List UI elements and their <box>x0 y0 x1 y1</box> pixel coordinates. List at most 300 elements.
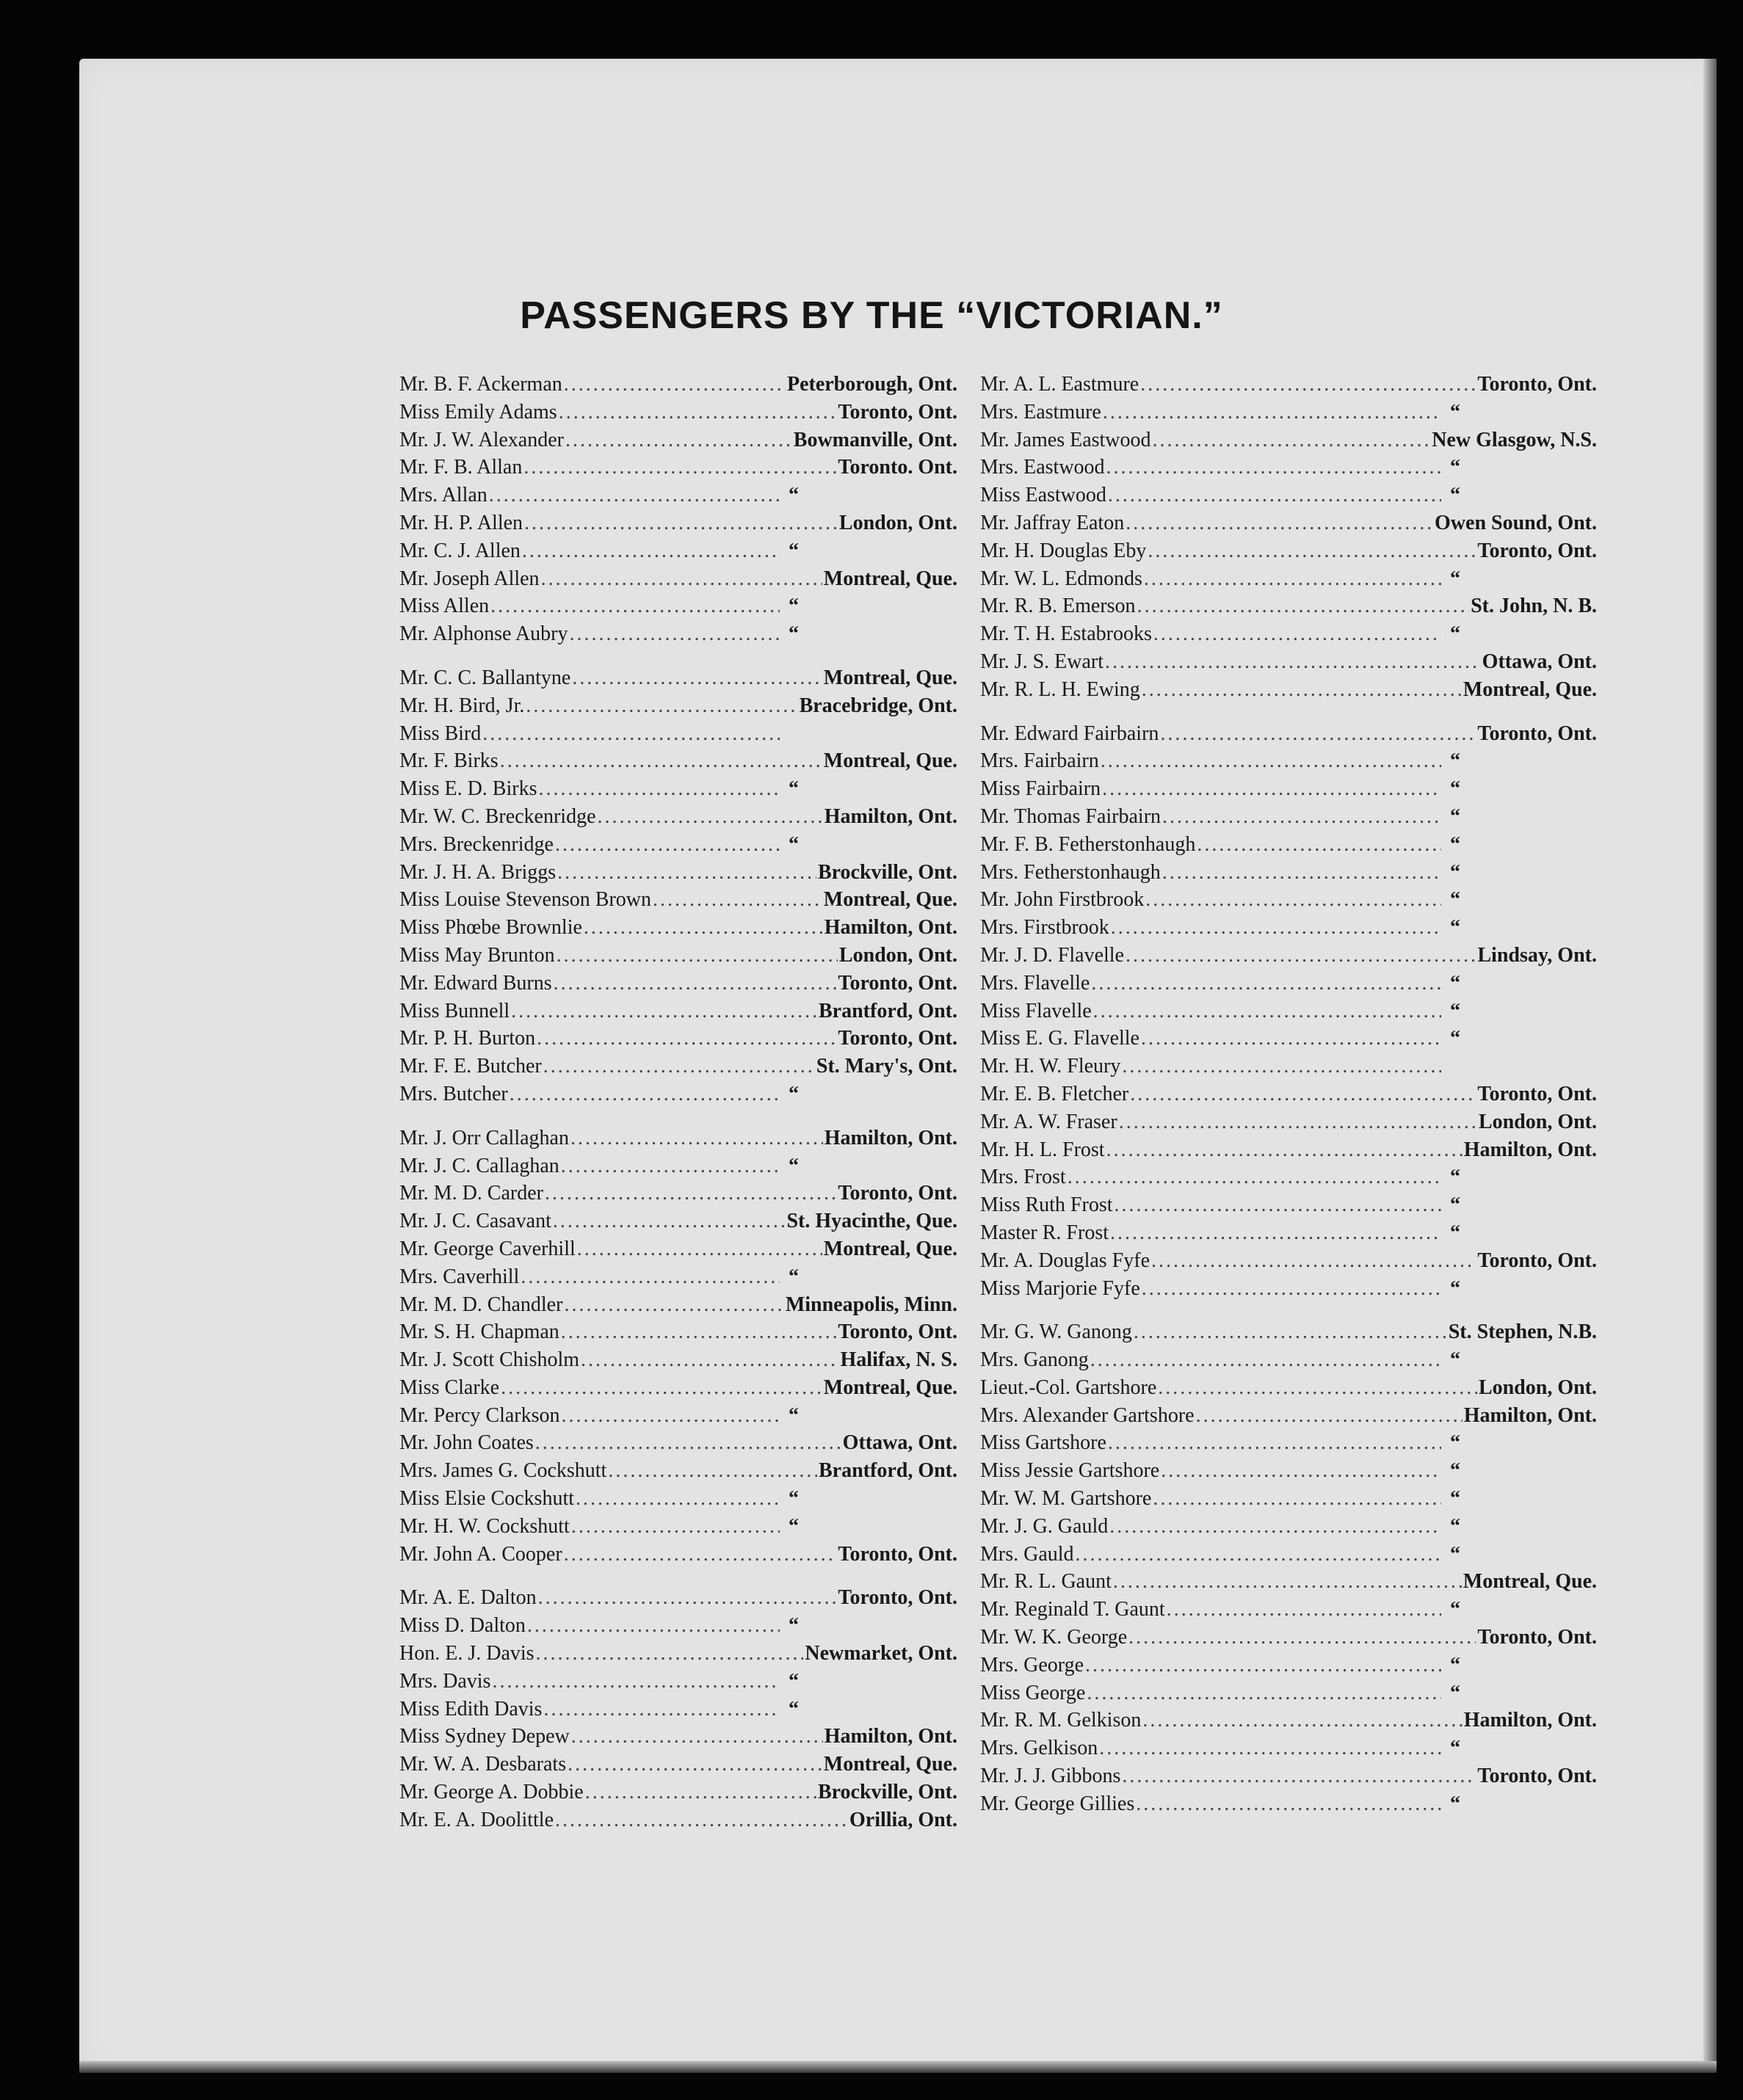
dot-leader <box>1161 1457 1441 1485</box>
passenger-list-left-column <box>399 371 957 1834</box>
dot-leader <box>561 1152 780 1180</box>
passenger-hometown: Toronto, Ont. <box>838 971 957 995</box>
passenger-name: Mr. E. B. Fletcher <box>980 1082 1129 1105</box>
passenger-name: Mr. J. G. Gauld <box>980 1514 1109 1538</box>
passenger-row <box>980 1790 1597 1818</box>
passenger-name: Mr. M. D. Chandler <box>399 1293 563 1316</box>
passenger-row <box>980 1762 1597 1790</box>
dot-leader <box>1162 859 1441 887</box>
passenger-name: Mr. S. H. Chapman <box>399 1320 559 1344</box>
passenger-name: Miss Allen <box>399 595 490 618</box>
passenger-hometown: Toronto, Ont. <box>838 1586 957 1610</box>
dot-leader <box>1140 371 1476 399</box>
passenger-name: Miss Emily Adams <box>399 400 557 424</box>
passenger-name: Master R. Frost <box>980 1221 1109 1244</box>
passenger-name: Mr. Reginald T. Gaunt <box>980 1598 1165 1621</box>
passenger-name: Mrs. George <box>980 1653 1084 1676</box>
passenger-row <box>399 482 957 509</box>
passenger-hometown: London, Ont. <box>1478 1376 1597 1399</box>
passenger-hometown: Toronto, Ont. <box>838 1027 957 1050</box>
passenger-hometown: “ <box>789 1697 799 1721</box>
dot-leader <box>1126 509 1433 537</box>
passenger-name: Mrs. Eastwood <box>980 456 1105 479</box>
passenger-row <box>980 620 1597 648</box>
passenger-name: Mr. Percy Clarkson <box>399 1403 560 1427</box>
passenger-hometown: London, Ont. <box>1478 1110 1597 1133</box>
passenger-row <box>980 803 1597 831</box>
dot-leader <box>555 1806 848 1834</box>
passenger-row <box>399 1751 957 1779</box>
passenger-name: Mrs. Flavelle <box>980 971 1090 995</box>
dot-leader <box>1144 565 1441 593</box>
passenger-row <box>980 831 1597 859</box>
dot-leader <box>557 942 838 970</box>
passenger-hometown: Montreal, Que. <box>823 1376 957 1399</box>
dot-leader <box>1134 1318 1447 1346</box>
passenger-row <box>980 886 1597 914</box>
dot-leader <box>1142 1275 1441 1303</box>
dot-leader <box>1137 592 1470 620</box>
passenger-hometown: “ <box>789 1514 799 1538</box>
passenger-row <box>980 998 1597 1025</box>
dot-leader <box>526 692 797 720</box>
section-spacer <box>399 1108 957 1125</box>
passenger-row <box>399 1696 957 1723</box>
passenger-name: Mr. Thomas Fairbairn <box>980 804 1162 828</box>
dot-leader <box>584 914 823 942</box>
passenger-row <box>980 859 1597 887</box>
dot-leader <box>1197 831 1441 859</box>
dot-leader <box>569 620 780 648</box>
passenger-row <box>399 859 957 887</box>
passenger-name: Mr. R. M. Gelkison <box>980 1709 1142 1732</box>
dot-leader <box>564 1291 783 1319</box>
dot-leader <box>522 537 780 565</box>
passenger-row <box>980 1734 1597 1762</box>
passenger-name: Miss Bird <box>399 722 482 745</box>
passenger-hometown: “ <box>1450 1792 1460 1815</box>
passenger-name: Mr. Joseph Allen <box>399 567 540 590</box>
dot-leader <box>565 426 792 454</box>
passenger-row <box>399 1152 957 1180</box>
passenger-name: Mrs. Firstbrook <box>980 916 1109 940</box>
passenger-row <box>980 1485 1597 1513</box>
dot-leader <box>536 1640 804 1668</box>
passenger-name: Mr. Jaffray Eaton <box>980 511 1125 534</box>
passenger-name: Mr. John A. Cooper <box>399 1542 562 1566</box>
passenger-name: Mr. W. L. Edmonds <box>980 567 1142 590</box>
passenger-name: Mr. Edward Fairbairn <box>980 722 1159 745</box>
passenger-row <box>980 454 1597 482</box>
passenger-hometown: Brantford, Ont. <box>819 1459 957 1483</box>
passenger-hometown: Montreal, Que. <box>1463 677 1597 701</box>
dot-leader <box>1091 970 1441 998</box>
passenger-hometown: Toronto, Ont. <box>1477 1082 1597 1105</box>
passenger-name: Mr. James Eastwood <box>980 428 1151 451</box>
passenger-hometown: Montreal, Que. <box>823 567 957 590</box>
dot-leader <box>1113 1568 1462 1596</box>
passenger-row <box>399 1180 957 1207</box>
passenger-hometown: Lindsay, Ont. <box>1477 943 1597 967</box>
passenger-name: Miss Clarke <box>399 1376 500 1399</box>
dot-leader <box>1167 1596 1441 1624</box>
passenger-row <box>399 664 957 692</box>
passenger-hometown: “ <box>1450 749 1460 773</box>
passenger-list-right-column <box>980 371 1597 1818</box>
passenger-row <box>399 1779 957 1806</box>
passenger-hometown: Hamilton, Ont. <box>824 1126 957 1149</box>
passenger-hometown: Ottawa, Ont. <box>1482 650 1597 673</box>
passenger-name: Mr. C. J. Allen <box>399 539 521 562</box>
passenger-name: Mr. George Caverhill <box>399 1237 576 1260</box>
passenger-name: Mr. J. C. Casavant <box>399 1210 551 1233</box>
passenger-row <box>399 1457 957 1485</box>
passenger-row <box>399 1080 957 1108</box>
passenger-name: Mrs. Breckenridge <box>399 832 554 856</box>
passenger-row <box>980 1513 1597 1541</box>
passenger-row <box>399 1374 957 1402</box>
passenger-row <box>399 592 957 620</box>
passenger-hometown: Minneapolis, Minn. <box>785 1293 957 1316</box>
passenger-hometown: Montreal, Que. <box>823 1753 957 1776</box>
passenger-name: Mrs. Ganong <box>980 1348 1089 1372</box>
passenger-name: Mr. H. Douglas Eby <box>980 539 1147 562</box>
passenger-row <box>399 1125 957 1152</box>
dot-leader <box>562 1402 780 1430</box>
dot-leader <box>561 1318 837 1346</box>
passenger-hometown: Owen Sound, Ont. <box>1435 511 1597 534</box>
passenger-row <box>399 426 957 454</box>
passenger-row <box>399 454 957 482</box>
dot-leader <box>1106 454 1441 482</box>
passenger-row <box>980 720 1597 748</box>
passenger-name: Mr. W. A. Desbarats <box>399 1753 567 1776</box>
dot-leader <box>1103 399 1441 426</box>
passenger-hometown: Halifax, N. S. <box>840 1348 957 1372</box>
passenger-row <box>980 676 1597 704</box>
passenger-hometown: St. Mary's, Ont. <box>816 1055 957 1078</box>
passenger-row <box>980 1191 1597 1219</box>
dot-leader <box>564 371 786 399</box>
dot-leader <box>535 1429 841 1457</box>
passenger-row <box>399 1640 957 1668</box>
passenger-row <box>399 1429 957 1457</box>
passenger-hometown: Toronto, Ont. <box>838 1542 957 1566</box>
passenger-row <box>980 1596 1597 1624</box>
passenger-hometown: “ <box>789 832 799 856</box>
passenger-name: Mr. R. L. H. Ewing <box>980 677 1140 701</box>
passenger-name: Mr. J. C. Callaghan <box>399 1154 559 1177</box>
dot-leader <box>492 1668 780 1696</box>
passenger-hometown: “ <box>1450 1514 1460 1538</box>
passenger-row <box>399 775 957 803</box>
dot-leader <box>489 482 780 509</box>
passenger-name: Mr. E. A. Doolittle <box>399 1808 554 1831</box>
passenger-row <box>399 1263 957 1291</box>
passenger-name: Mr. W. K. George <box>980 1626 1128 1649</box>
dot-leader <box>1153 1485 1441 1513</box>
passenger-row <box>980 775 1597 803</box>
page-right-edge <box>1703 59 1717 2073</box>
passenger-hometown: Toronto, Ont. <box>1477 1626 1597 1649</box>
passenger-name: Mr. J. Orr Callaghan <box>399 1126 569 1149</box>
dot-leader <box>1108 482 1441 509</box>
passenger-row <box>980 970 1597 998</box>
dot-leader <box>1110 1219 1441 1247</box>
passenger-hometown: Hamilton, Ont. <box>824 1725 957 1748</box>
dot-leader <box>511 998 817 1025</box>
passenger-name: Miss Louise Stevenson Brown <box>399 888 651 912</box>
passenger-row <box>980 1108 1597 1136</box>
passenger-row <box>399 970 957 998</box>
dot-leader <box>585 1779 816 1806</box>
dot-leader <box>571 1723 823 1751</box>
passenger-hometown: St. Hyacinthe, Que. <box>786 1210 957 1233</box>
passenger-name: Mr. H. P. Allen <box>399 511 523 534</box>
passenger-name: Mr. H. Bird, Jr. <box>399 694 525 717</box>
passenger-hometown: “ <box>1450 860 1460 884</box>
passenger-row <box>399 1723 957 1751</box>
dot-leader <box>554 970 837 998</box>
dot-leader <box>482 720 780 748</box>
passenger-row <box>399 620 957 648</box>
passenger-row <box>399 565 957 593</box>
passenger-row <box>399 371 957 399</box>
dot-leader <box>490 592 780 620</box>
page-title: PASSENGERS BY THE “VICTORIAN.” <box>520 294 1223 337</box>
passenger-name: Miss Marjorie Fyfe <box>980 1276 1140 1300</box>
dot-leader <box>1099 1734 1441 1762</box>
passenger-row <box>980 1080 1597 1108</box>
passenger-name: Mr. J. Scott Chisholm <box>399 1348 580 1372</box>
dot-leader <box>543 1053 815 1080</box>
passenger-hometown: St. John, N. B. <box>1471 595 1597 618</box>
passenger-row <box>980 942 1597 970</box>
passenger-hometown: “ <box>1450 888 1460 912</box>
passenger-name: Mr. F. B. Allan <box>399 456 523 479</box>
dot-leader <box>1126 942 1476 970</box>
dot-leader <box>500 747 822 775</box>
dot-leader <box>598 803 823 831</box>
dot-leader <box>559 399 837 426</box>
passenger-name: Miss May Brunton <box>399 943 555 967</box>
passenger-row <box>399 1207 957 1235</box>
passenger-row <box>399 998 957 1025</box>
passenger-name: Mrs. Butcher <box>399 1082 508 1105</box>
dot-leader <box>564 1541 837 1569</box>
passenger-hometown: Montreal, Que. <box>1463 1570 1597 1594</box>
passenger-name: Mr. A. Douglas Fyfe <box>980 1249 1150 1272</box>
dot-leader <box>1142 676 1462 704</box>
passenger-hometown: Bowmanville, Ont. <box>793 428 957 451</box>
dot-leader <box>501 1374 822 1402</box>
passenger-row <box>399 537 957 565</box>
passenger-hometown: “ <box>1450 1737 1460 1760</box>
passenger-row <box>399 747 957 775</box>
passenger-hometown: Newmarket, Ont. <box>805 1642 957 1665</box>
passenger-name: Mr. P. H. Burton <box>399 1027 536 1050</box>
passenger-row <box>980 1025 1597 1053</box>
dot-leader <box>1068 1163 1441 1191</box>
passenger-row <box>399 1541 957 1569</box>
passenger-row <box>399 509 957 537</box>
passenger-hometown: Montreal, Que. <box>823 749 957 773</box>
passenger-row <box>980 1374 1597 1402</box>
dot-leader <box>608 1457 817 1485</box>
passenger-hometown: New Glasgow, N.S. <box>1432 428 1597 451</box>
passenger-hometown: “ <box>1450 971 1460 995</box>
section-spacer <box>980 1302 1597 1318</box>
passenger-name: Mr. G. W. Ganong <box>980 1320 1132 1344</box>
passenger-row <box>399 803 957 831</box>
passenger-name: Mrs. Fairbairn <box>980 749 1099 773</box>
passenger-row <box>980 1219 1597 1247</box>
dot-leader <box>1102 775 1441 803</box>
passenger-name: Mr. W. C. Breckenridge <box>399 804 596 828</box>
passenger-hometown: Toronto, Ont. <box>838 1320 957 1344</box>
dot-leader <box>577 1235 822 1263</box>
passenger-hometown: Hamilton, Ont. <box>1463 1138 1597 1161</box>
passenger-name: Mr. A. W. Fraser <box>980 1110 1117 1133</box>
dot-leader <box>1101 747 1441 775</box>
passenger-hometown: Toronto, Ont. <box>1477 1765 1597 1788</box>
dot-leader <box>568 1751 822 1779</box>
dot-leader <box>521 1263 780 1291</box>
passenger-row <box>980 1568 1597 1596</box>
passenger-name: Mr. J. H. A. Briggs <box>399 860 557 884</box>
passenger-hometown: “ <box>789 1154 799 1177</box>
dot-leader <box>1076 1541 1441 1569</box>
passenger-hometown: Bracebridge, Ont. <box>799 694 957 717</box>
dot-leader <box>527 1612 780 1640</box>
passenger-hometown: “ <box>1450 999 1460 1022</box>
passenger-name: Mrs. Davis <box>399 1669 491 1693</box>
passenger-hometown: Montreal, Que. <box>823 1237 957 1260</box>
passenger-row <box>980 1318 1597 1346</box>
passenger-hometown: Toronto, Ont. <box>838 400 957 424</box>
dot-leader <box>537 1025 836 1053</box>
passenger-name: Miss Edith Davis <box>399 1697 543 1721</box>
passenger-row <box>980 1136 1597 1164</box>
passenger-row <box>399 1584 957 1612</box>
passenger-row <box>980 1624 1597 1652</box>
dot-leader <box>1111 914 1441 942</box>
passenger-name: Mrs. Gelkison <box>980 1737 1098 1760</box>
passenger-name: Mr. A. E. Dalton <box>399 1586 537 1610</box>
passenger-hometown: “ <box>789 1082 799 1105</box>
passenger-hometown: Orillia, Ont. <box>849 1808 957 1831</box>
dot-leader <box>538 775 780 803</box>
passenger-name: Miss Phœbe Brownlie <box>399 916 582 940</box>
dot-leader <box>1090 1346 1441 1374</box>
passenger-name: Mr. Edward Burns <box>399 971 552 995</box>
passenger-row <box>980 648 1597 676</box>
passenger-row <box>980 1541 1597 1569</box>
dot-leader <box>1145 886 1441 914</box>
passenger-hometown: Ottawa, Ont. <box>842 1431 957 1455</box>
passenger-hometown: “ <box>1450 1166 1460 1189</box>
passenger-name: Miss Bunnell <box>399 999 510 1022</box>
dot-leader <box>1119 1108 1477 1136</box>
passenger-name: Mr. John Firstbrook <box>980 888 1145 912</box>
passenger-row <box>399 1513 957 1541</box>
passenger-row <box>980 1652 1597 1679</box>
passenger-name: Mr. R. B. Emerson <box>980 595 1136 618</box>
section-spacer <box>399 1568 957 1584</box>
passenger-hometown: St. Stephen, N.B. <box>1448 1320 1597 1344</box>
dot-leader <box>1109 1513 1441 1541</box>
passenger-hometown: “ <box>1450 1431 1460 1455</box>
dot-leader <box>543 1696 780 1723</box>
passenger-row <box>399 399 957 426</box>
passenger-row <box>399 1668 957 1696</box>
dot-leader <box>1085 1652 1441 1679</box>
passenger-name: Mr. H. L. Frost <box>980 1138 1105 1161</box>
passenger-hometown: “ <box>789 777 799 801</box>
passenger-name: Mr. H. W. Cockshutt <box>399 1514 570 1538</box>
passenger-name: Miss D. Dalton <box>399 1614 526 1638</box>
passenger-hometown: “ <box>1450 1487 1460 1511</box>
passenger-row <box>399 1291 957 1319</box>
dot-leader <box>1093 998 1441 1025</box>
passenger-hometown: “ <box>789 539 799 562</box>
passenger-name: Miss George <box>980 1681 1086 1704</box>
passenger-hometown: “ <box>1450 567 1460 590</box>
passenger-name: Mr. George A. Dobbie <box>399 1781 584 1804</box>
dot-leader <box>1136 1790 1441 1818</box>
passenger-hometown: Toronto, Ont. <box>1477 539 1597 562</box>
page-bottom-edge <box>79 2061 1717 2073</box>
passenger-name: Mrs. Caverhill <box>399 1265 520 1288</box>
passenger-name: Miss Gartshore <box>980 1431 1106 1455</box>
passenger-row <box>980 482 1597 509</box>
passenger-name: Mr. J. S. Ewart <box>980 650 1104 673</box>
passenger-name: Miss E. G. Flavelle <box>980 1027 1139 1050</box>
passenger-hometown: “ <box>1450 456 1460 479</box>
passenger-hometown: “ <box>1450 1681 1460 1704</box>
passenger-row <box>980 1247 1597 1275</box>
passenger-name: Mrs. Frost <box>980 1166 1066 1189</box>
passenger-name: Lieut.-Col. Gartshore <box>980 1376 1157 1399</box>
dot-leader <box>1153 426 1431 454</box>
passenger-hometown: “ <box>1450 1598 1460 1621</box>
passenger-row <box>399 914 957 942</box>
passenger-name: Mr. B. F. Ackerman <box>399 373 562 396</box>
dot-leader <box>1115 1191 1442 1219</box>
passenger-name: Miss Flavelle <box>980 999 1092 1022</box>
passenger-name: Miss Fairbairn <box>980 777 1101 801</box>
passenger-name: Mr. J. J. Gibbons <box>980 1765 1121 1788</box>
passenger-hometown: “ <box>1450 1459 1460 1483</box>
passenger-row <box>980 1402 1597 1430</box>
passenger-row <box>980 1275 1597 1303</box>
passenger-hometown: “ <box>789 622 799 646</box>
dot-leader <box>541 565 822 593</box>
passenger-name: Mr. H. W. Fleury <box>980 1055 1121 1078</box>
passenger-hometown: Hamilton, Ont. <box>824 916 957 940</box>
passenger-row <box>399 1612 957 1640</box>
passenger-name: Mr. C. C. Ballantyne <box>399 666 571 689</box>
dot-leader <box>576 1485 780 1513</box>
passenger-hometown: Brockville, Ont. <box>817 860 957 884</box>
passenger-name: Miss Sydney Depew <box>399 1725 570 1748</box>
passenger-name: Mr. F. B. Fetherstonhaugh <box>980 832 1196 856</box>
passenger-hometown: Toronto, Ont. <box>1477 373 1597 396</box>
passenger-row <box>980 371 1597 399</box>
passenger-hometown: Hamilton, Ont. <box>1463 1709 1597 1732</box>
passenger-hometown: “ <box>1450 400 1460 424</box>
passenger-name: Mrs. Gauld <box>980 1542 1074 1566</box>
